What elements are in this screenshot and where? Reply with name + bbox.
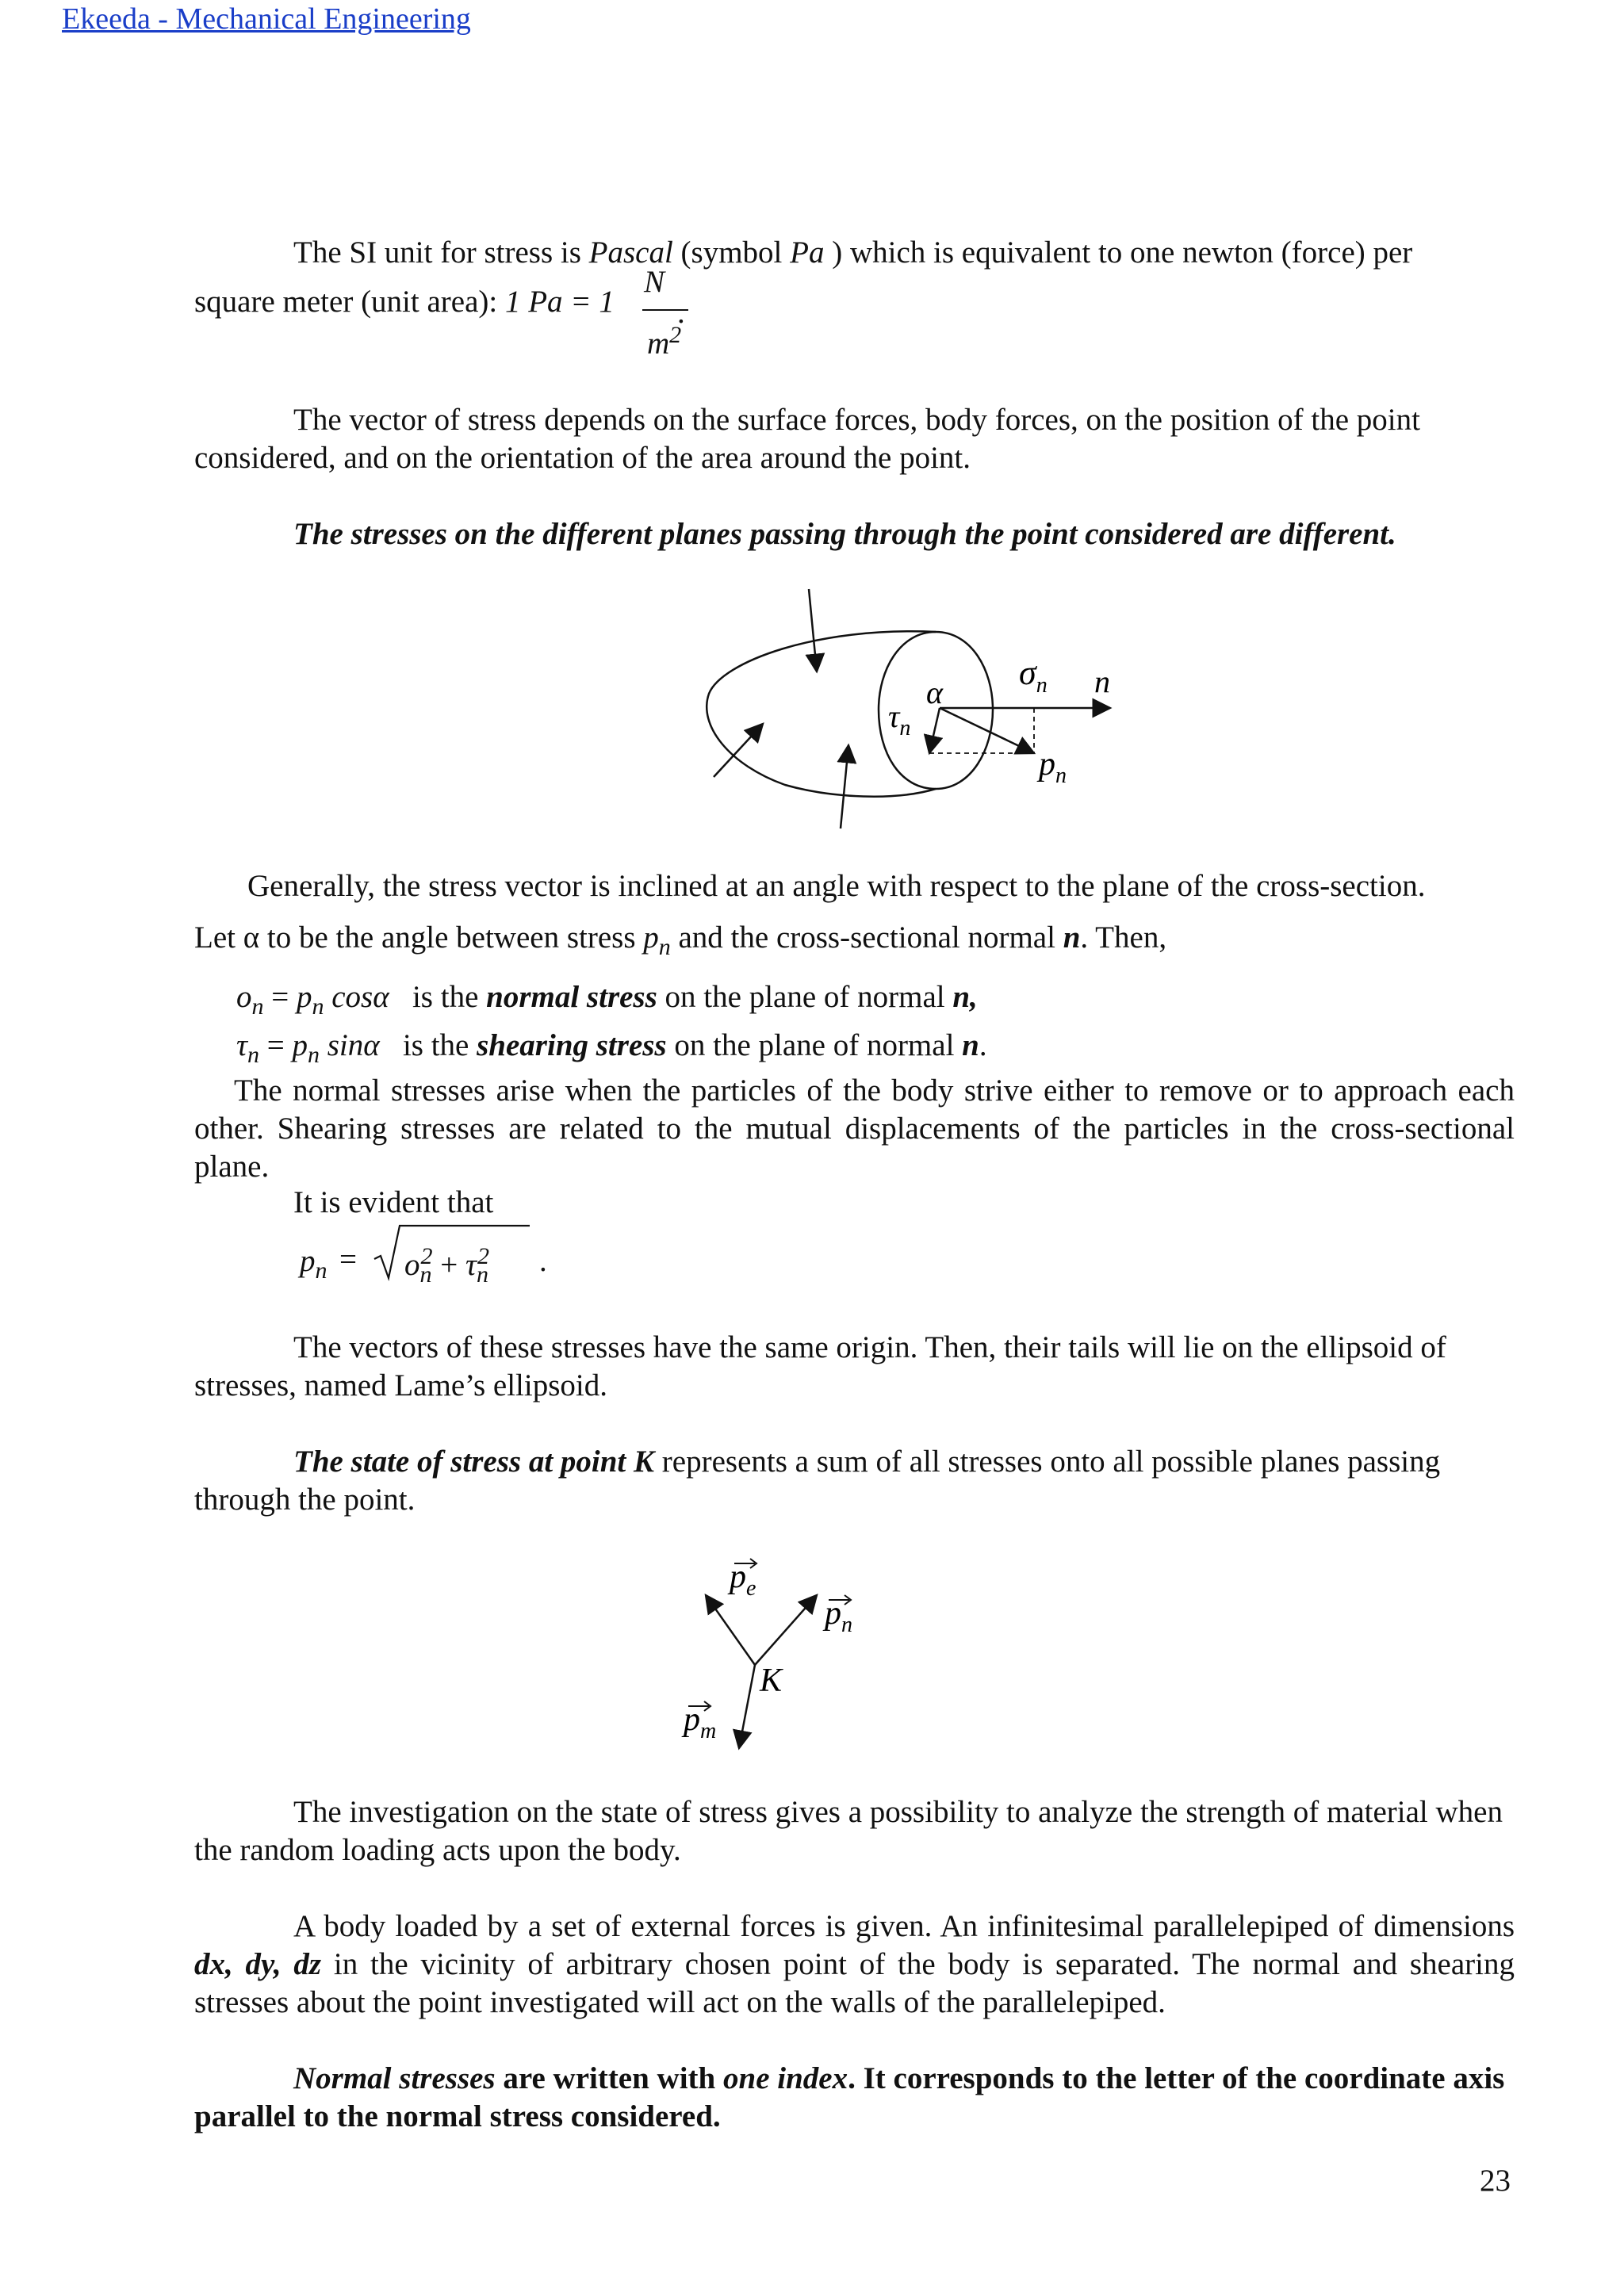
pe-label: $p_e$ xyxy=(730,1559,756,1601)
normal-n-label: n xyxy=(1094,664,1110,699)
sqrt-content: $o_n^2 + \tau_n^2$ xyxy=(404,1243,489,1288)
fraction-dot: . xyxy=(677,296,685,330)
page-number: 23 xyxy=(1480,2164,1511,2198)
pn-equals: = xyxy=(339,1242,357,1276)
stress-body-figure xyxy=(698,583,1142,836)
k-label: K xyxy=(760,1663,783,1699)
header-link[interactable]: Ekeeda - Mechanical Engineering xyxy=(62,2,471,36)
si-unit-paragraph: The SI unit for stress is Pascal (symbol Pa ) which is equivalent to one newton (force) per xyxy=(293,235,1413,270)
p-label: $p_n$ xyxy=(1039,746,1067,788)
pn-label: $p_n$ xyxy=(825,1595,852,1637)
si-unit-line2: square meter (unit area): 1 Pa = 1 xyxy=(194,285,615,319)
fraction-numerator: N xyxy=(644,265,665,299)
planes-statement: The stresses on the different planes passing through the point considered are different. xyxy=(293,517,1396,551)
shearing-stress-equation: $\tau_n = p_n$ sinα is the shearing stress on the plane of normal n. xyxy=(236,1028,987,1068)
inclination-line2: Let α to be the angle between stress $p_n$ and the cross-sectional normal n. Then, xyxy=(194,920,1167,960)
stress-vector-paragraph: The vector of stress depends on the surface forces, body forces, on the position of the point considered, and on the orientation of the area around the point. xyxy=(194,403,1420,475)
investigation-paragraph: The investigation on the state of stress gives a possibility to analyze the strength of material when the random loading acts upon the body. xyxy=(194,1795,1503,1867)
tau-label: $\tau_n$ xyxy=(888,698,911,740)
sqrt-dot: . xyxy=(539,1244,547,1278)
parallelepiped-paragraph: A body loaded by a set of external forces is given. An infinitesimal parallelepiped of dimensions dx, dy, dz in the vicinity of arbitrary chosen point of the body is separated. The normal and shearing stresses about the point investigated will act on the walls of the parallelepiped. xyxy=(194,1909,1515,2019)
point-k-figure xyxy=(666,1546,904,1760)
inclination-line1: Generally, the stress vector is inclined at an angle with respect to the plane of the cross-section. xyxy=(247,869,1426,903)
normal-stress-equation: $o_n = p_n$ cosα is the normal stress on the plane of normal n, xyxy=(236,980,978,1020)
state-of-stress-paragraph: The state of stress at point K represents a sum of all stresses onto all possible planes passing through the point. xyxy=(194,1445,1441,1517)
normal-stresses-index-paragraph: Normal stresses are written with one index. It corresponds to the letter of the coordinate axis parallel to the normal stress considered. xyxy=(194,2061,1505,2133)
sigma-label: $\sigma_n$ xyxy=(1019,653,1048,698)
pn-lhs: $p_n$ xyxy=(300,1244,327,1284)
lame-ellipsoid-paragraph: The vectors of these stresses have the same origin. Then, their tails will lie on the ellipsoid of stresses, named Lame’s ellipsoid. xyxy=(194,1330,1446,1402)
pm-label: $p_m$ xyxy=(684,1701,717,1743)
evident-text: It is evident that xyxy=(293,1185,494,1219)
fraction-denominator: $m^2$ xyxy=(647,322,682,361)
stress-origin-paragraph: The normal stresses arise when the particles of the body strive either to remove or to approach each other. Shearing stresses are related to the mutual displacements of the particles in the cross-sectional plane. xyxy=(194,1073,1515,1184)
stress-vectors xyxy=(929,708,1110,753)
alpha-label: α xyxy=(926,675,943,710)
external-force-arrows xyxy=(714,589,848,828)
